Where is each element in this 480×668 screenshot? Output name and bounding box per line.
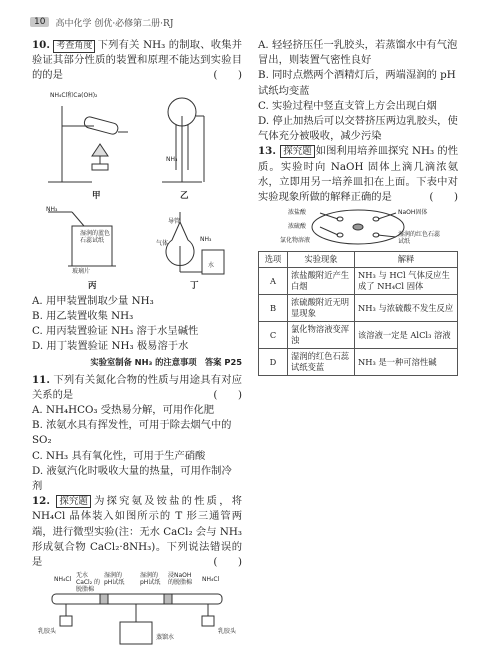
fig13-t5: 氯化物溶液: [280, 237, 311, 245]
fig-nh3-label-c: NH₃: [46, 205, 58, 213]
table-cell: NH₃ 是一种可溶性碱: [355, 349, 458, 376]
question-11: [32, 373, 242, 403]
question-12: [32, 494, 242, 570]
q12-paren: ( ): [213, 556, 242, 569]
fig13-t2: NaOH固体: [398, 209, 428, 217]
q10-paren: ( ): [213, 69, 242, 82]
q12-figure: [32, 572, 242, 646]
table-cell: NH₃ 与 HCl 气体反应生成了 NH₄Cl 固体: [355, 268, 458, 295]
header-text: 高中化学 创优·必修第二册·RJ: [55, 18, 174, 29]
fig-label-ding: 丁: [190, 280, 199, 291]
fig12-l5: 浸NaOH 的脱脂棉: [168, 572, 193, 587]
table-header-explanation: 解释: [355, 252, 458, 268]
fig-nh3-label-b: NH₃: [166, 155, 178, 163]
right-column: [258, 38, 458, 376]
table-row: [259, 322, 458, 349]
fig-paper-label: 湿润的蓝色石蕊试纸: [80, 229, 111, 244]
table-cell: A: [259, 268, 288, 295]
q11-option-c: C. NH₃ 具有氧化性，可用于生产硝酸: [32, 449, 206, 462]
fig13-t1: 浓盐酸: [288, 209, 307, 217]
q12-number: 12.: [32, 495, 50, 508]
q12-option-d: D. 停止加热后可以交替挤压两边乳胶头，使气体充分被吸收，减少污染: [258, 115, 458, 143]
fig12-b3: 蒸馏水: [156, 634, 175, 642]
fig13-t4: 湿润的红色石蕊试纸: [398, 231, 441, 246]
table-row: [259, 268, 458, 295]
q10-option-a: A. 用甲装置制取少量 NH₃: [32, 294, 154, 307]
q11-option-d: D. 液氨汽化时吸收大量的热量，可用作制冷剂: [32, 464, 232, 493]
fig12-l2: 无水CaCl₂ 的脱脂棉: [76, 572, 101, 594]
left-column: [32, 38, 242, 648]
q10-note: 实验室制备 NH₃ 的注意事项 答案 P25: [90, 357, 242, 368]
question-13: [258, 144, 458, 205]
fig-glass-label: 玻璃片: [72, 267, 91, 275]
q10-option-d: D. 用丁装置验证 NH₃ 极易溶于水: [32, 340, 189, 353]
q11-paren: ( ): [213, 388, 242, 401]
fig-label-jia: 甲: [92, 190, 101, 201]
q12-option-b: B. 同时点燃两个酒精灯后，两端湿润的 pH 试纸均变蓝: [258, 69, 456, 97]
q10-number: 10.: [32, 39, 50, 51]
q12-option-c: C. 实验过程中竖直支管上方会出现白烟: [258, 99, 437, 112]
q13-paren: ( ): [429, 191, 458, 204]
q10-stem: 下列有关 NH₃ 的制取、收集并验证其部分性质的装置和原理不能达到实验目的的是: [32, 39, 242, 82]
table-cell: C: [259, 322, 288, 349]
fig-label-bing: 丙: [88, 280, 97, 291]
table-cell: 氯化物溶液变浑浊: [288, 322, 355, 349]
fig12-b2: 乳胶头: [218, 628, 237, 636]
q13-table: [258, 251, 458, 376]
page-number: 10: [30, 17, 49, 27]
fig-nh3-label-d: NH₃: [200, 235, 212, 243]
table-cell: 浓盐酸附近产生白烟: [288, 268, 355, 295]
q10-figure-top: [32, 86, 242, 204]
q10-figure-bottom: [32, 206, 242, 292]
q13-figure: [258, 207, 458, 247]
fig-reagent-label: NH₄Cl和Ca(OH)₂: [50, 91, 98, 99]
page-header: [30, 14, 173, 30]
q13-stem: 如图利用培养皿探究 NH₃ 的性质。实验时向 NaOH 固体上滴几滴浓氨水，立即用另一培养皿扣在上面。下表中对实验现象所做的解释正确的是: [258, 145, 458, 204]
table-header-phenomenon: 实验现象: [288, 252, 355, 268]
q10-option-b: B. 用乙装置收集 NH₃: [32, 309, 134, 322]
table-cell: 该溶液一定是 AlCl₃ 溶液: [355, 322, 458, 349]
q12-option-a: A. 轻轻挤压任一乳胶头，若蒸馏水中有气泡冒出，则装置气密性良好: [258, 39, 458, 67]
fig12-l6: NH₄Cl: [202, 576, 220, 584]
table-row: [259, 349, 458, 376]
table-cell: 湿润的红色石蕊试纸变蓝: [288, 349, 355, 376]
table-cell: NH₃ 与浓硫酸不发生反应: [355, 295, 458, 322]
q11-number: 11.: [32, 373, 50, 386]
fig-tube-label: 导管: [168, 217, 181, 225]
fig-label-yi: 乙: [180, 190, 189, 201]
table-header-row: [259, 252, 458, 268]
q10-tag: 考查角度: [53, 40, 95, 53]
q13-tag: 探究题: [280, 145, 315, 158]
q12-stem: 为探究氨及铵盐的性质，将 NH₄Cl 晶体装入如图所示的 T 形三通管两端，进行微型实验(注：无水 CaCl₂ 会与 NH₃ 形成氨合物 CaCl₂·8NH₃)。下列说法错误的是: [32, 495, 242, 569]
fig12-l4: 湿润的 pH试纸: [140, 572, 161, 587]
table-cell: 浓硫酸附近无明显现象: [288, 295, 355, 322]
fig-gas-label: 气体: [156, 239, 169, 247]
q12-tag: 探究题: [56, 495, 91, 508]
q11-option-a: A. NH₄HCO₃ 受热易分解，可用作化肥: [32, 404, 215, 417]
fig12-l1: NH₄Cl: [54, 576, 72, 584]
q11-option-b: B. 浓氨水具有挥发性，可用于除去烟气中的 SO₂: [32, 419, 232, 447]
table-row: [259, 295, 458, 322]
q13-number: 13.: [258, 145, 276, 158]
fig-water-label: 水: [208, 261, 215, 269]
t-tube-diagram: [32, 572, 242, 646]
fig12-b1: 乳胶头: [38, 628, 57, 636]
apparatus-jia-yi-diagram: [32, 86, 242, 204]
fig12-l3: 湿润的 pH试纸: [104, 572, 125, 587]
table-cell: B: [259, 295, 288, 322]
table-cell: D: [259, 349, 288, 376]
table-header-option: 选项: [259, 252, 288, 268]
q10-option-c: C. 用丙装置验证 NH₃ 溶于水呈碱性: [32, 325, 199, 338]
q11-stem: 下列有关氮化合物的性质与用途具有对应关系的是: [32, 373, 242, 401]
question-10: [32, 38, 242, 84]
apparatus-bing-ding-diagram: [32, 206, 242, 292]
fig13-t3: 浓硫酸: [288, 223, 307, 231]
